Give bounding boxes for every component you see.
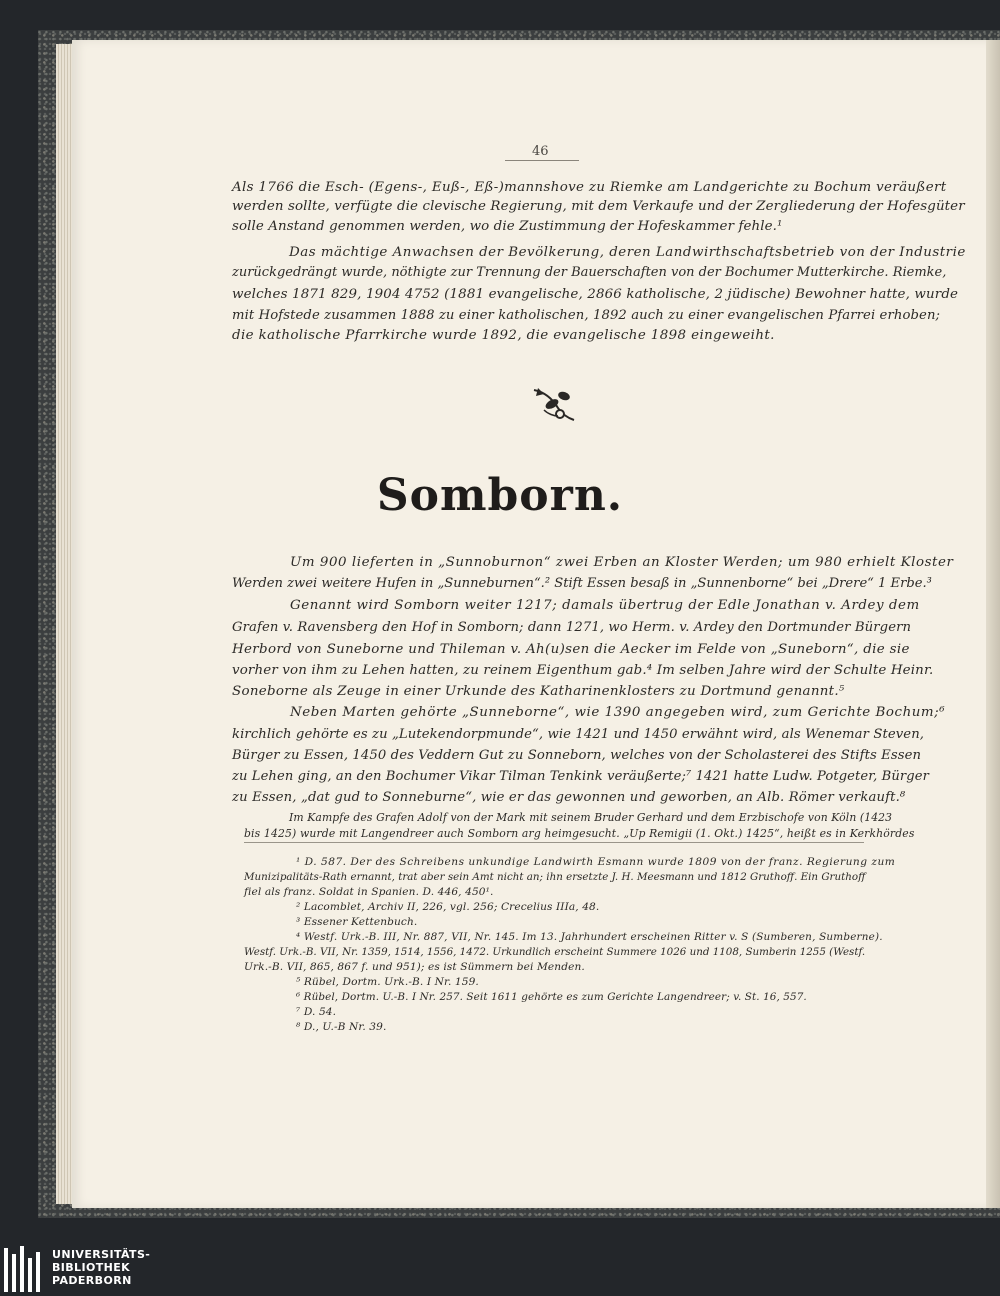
- page-number-rule: [505, 160, 579, 161]
- logo-line: PADERBORN: [52, 1274, 132, 1287]
- logo-line: UNIVERSITÄTS-: [52, 1248, 151, 1261]
- page-number: 46: [532, 144, 549, 159]
- footnote-line: Westf. Urk.-B. VII, Nr. 1359, 1514, 1556, 1472. Urkundlich erscheint Summere 1026 und 1108, Sumberin 1255 (Westf.: [244, 946, 866, 958]
- body-line: kirchlich gehörte es zu „Lutekendorpmunde“, wie 1421 und 1450 erwähnt wird, als Wenemar Steven,: [232, 727, 925, 742]
- body-line: zu Lehen ging, an den Bochumer Vikar Tilman Tenkink veräußerte;⁷ 1421 hatte Ludw. Potgeter, Bürger: [232, 769, 929, 784]
- body-line: Soneborne als Zeuge in einer Urkunde des Katharinenklosters zu Dortmund genannt.⁵: [232, 684, 845, 699]
- intro-line: Das mächtige Anwachsen der Bevölkerung, deren Landwirthschaftsbetrieb von der Industrie: [289, 245, 966, 260]
- page-right-edge: [986, 40, 1000, 1208]
- body-line: Werden zwei weitere Hufen in „Sunneburnen“.² Stift Essen besaß in „Sunnenborne“ bei „Drere“ 1 Erbe.³: [232, 576, 932, 591]
- body-line: Im Kampfe des Grafen Adolf von der Mark mit seinem Bruder Gerhard und dem Erzbischofe von Köln (1423: [289, 811, 893, 824]
- body-line: Grafen v. Ravensberg den Hof in Somborn; dann 1271, wo Herm. v. Ardey den Dortmunder Bürgern: [232, 620, 912, 635]
- body-line: Um 900 lieferten in „Sunnoburnon“ zwei Erben an Kloster Werden; um 980 erhielt Kloster: [290, 555, 954, 570]
- body-line: bis 1425) wurde mit Langendreer auch Somborn arg heimgesucht. „Up Remigii (1. Okt.) 1425“, heißt es in Kerkhördes: [244, 827, 915, 840]
- footnote-line: fiel als franz. Soldat in Spanien. D. 446, 450¹.: [244, 886, 494, 898]
- footnote-line: ³ Essener Kettenbuch.: [296, 916, 418, 928]
- body-line: Herbord von Suneborne und Thileman v. Ah(u)sen die Aecker im Felde von „Suneborn“, die sie: [232, 642, 910, 657]
- footnote-line: ¹ D. 587. Der des Schreibens unkundige Landwirth Esmann wurde 1809 von der franz. Regierung zum: [296, 856, 896, 868]
- body-line: Bürger zu Essen, 1450 des Veddern Gut zu Sonneborn, welches von der Scholasterei des Stifts Essen: [232, 748, 922, 763]
- body-line: zu Essen, „dat gud to Sonneburne“, wie er das gewonnen und geworben, an Alb. Römer verkauft.⁸: [232, 790, 906, 805]
- intro-line: Als 1766 die Esch- (Egens-, Euß-, Eß-)mannshove zu Riemke am Landgerichte zu Bochum veräußert: [232, 180, 947, 195]
- footnote-separator: [244, 842, 864, 843]
- footnote-line: ⁷ D. 54.: [296, 1006, 337, 1018]
- intro-line: mit Hofstede zusammen 1888 zu einer katholischen, 1892 auch zu einer evangelischen Pfarrei erhoben;: [232, 308, 941, 323]
- footnote-line: Munizipalitäts-Rath ernannt, trat aber sein Amt nicht an; ihn ersetzte J. H. Meesmann und 1812 Gruthoff. Ein Gruthoff: [244, 871, 866, 883]
- footnote-line: Urk.-B. VII, 865, 867 f. und 951); es ist Sümmern bei Menden.: [244, 961, 585, 973]
- section-heading: Somborn.: [376, 470, 624, 521]
- intro-line: zurückgedrängt wurde, nöthigte zur Trennung der Bauerschaften von der Bochumer Mutterkirche. Riemke,: [232, 265, 947, 280]
- footnote-line: ⁶ Rübel, Dortm. U.-B. I Nr. 257. Seit 1611 gehörte es zum Gerichte Langendreer; v. St. 16, 557.: [296, 991, 807, 1003]
- intro-line: solle Anstand genommen werden, wo die Zustimmung der Hofeskammer fehle.¹: [232, 219, 783, 234]
- body-line: vorher von ihm zu Lehen hatten, zu reinem Eigenthum gab.⁴ Im selben Jahre wird der Schulte Heinr.: [232, 663, 934, 678]
- logo-line: BIBLIOTHEK: [52, 1261, 131, 1274]
- footnote-line: ⁵ Rübel, Dortm. Urk.-B. I Nr. 159.: [296, 976, 479, 988]
- footnote-line: ⁸ D., U.-B Nr. 39.: [296, 1021, 387, 1033]
- intro-line: welches 1871 829, 1904 4752 (1881 evangelische, 2866 katholische, 2 jüdische) Bewohner hatte, wurde: [232, 287, 959, 302]
- floral-ornament-icon: [530, 384, 576, 424]
- footnote-line: ⁴ Westf. Urk.-B. III, Nr. 887, VII, Nr. 145. Im 13. Jahrhundert erscheinen Ritter v. S (Sumberen, Sumberne).: [296, 931, 883, 943]
- barcode-stripes-icon: [2, 1244, 48, 1296]
- intro-line: die katholische Pfarrkirche wurde 1892, die evangelische 1898 eingeweiht.: [232, 328, 775, 343]
- body-line: Neben Marten gehörte „Sunneborne“, wie 1390 angegeben wird, zum Gerichte Bochum;⁶: [290, 705, 946, 720]
- intro-line: werden sollte, verfügte die clevische Regierung, mit dem Verkaufe und der Zergliederung der Hofesgüter: [232, 199, 965, 214]
- footnote-line: ² Lacomblet, Archiv II, 226, vgl. 256; Crecelius IIIa, 48.: [296, 901, 600, 913]
- body-line: Genannt wird Somborn weiter 1217; damals übertrug der Edle Jonathan v. Ardey dem: [290, 598, 920, 613]
